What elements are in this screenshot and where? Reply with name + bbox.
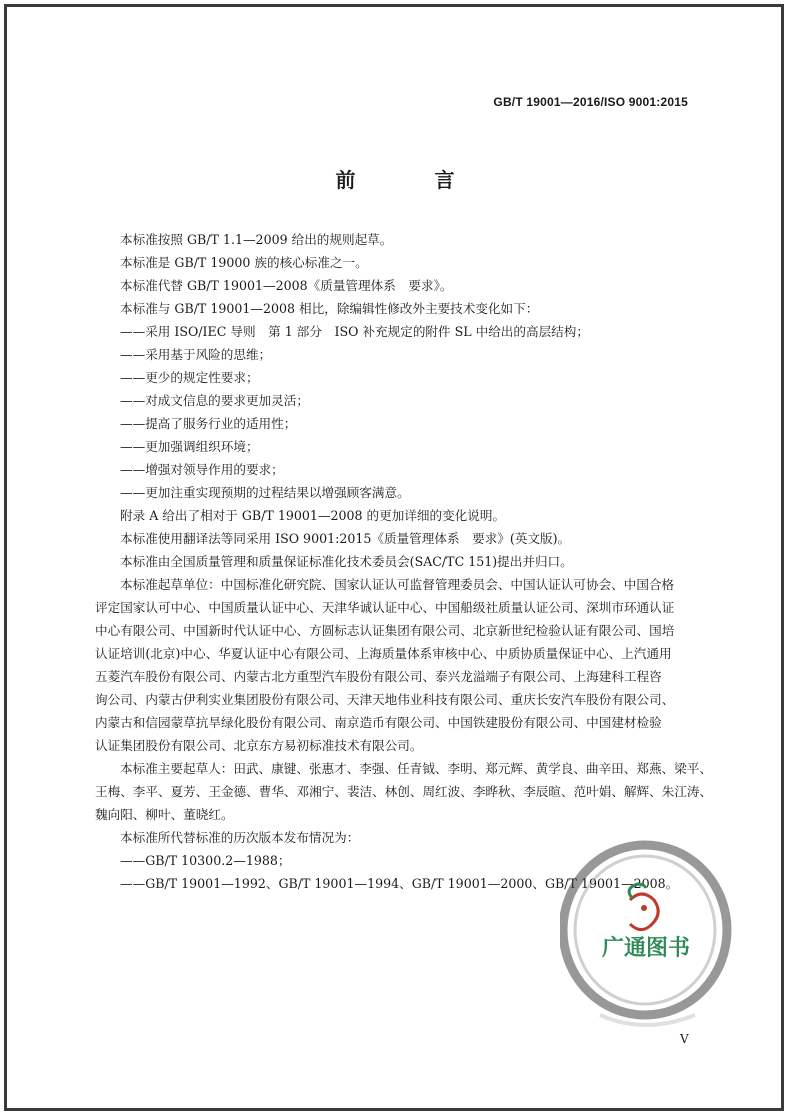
publisher-seal: [560, 840, 740, 1040]
page-title: 前 言: [335, 168, 491, 192]
paragraph: 本标准是 GB/T 19000 族的核心标准之一。: [120, 255, 368, 270]
seal-text: 广通图书: [601, 935, 691, 961]
body-text: [95, 228, 713, 895]
change-item: ——采用 ISO/IEC 导则 第 1 部分 ISO 补充规定的附件 SL 中给出的高层结构；: [120, 324, 589, 339]
text-line: 认证培训(北京)中心、华夏认证中心有限公司、上海质量体系审核中心、中质协质量保证中心、上汽通用: [95, 646, 672, 661]
change-item: ——采用基于风险的思维；: [120, 347, 272, 362]
text-line: 五菱汽车股份有限公司、内蒙古北方重型汽车股份有限公司、泰兴龙溢端子有限公司、上海建科工程咨: [95, 669, 662, 684]
change-item: ——更加强调组织环境；: [120, 439, 259, 454]
paragraph: 附录 A 给出了相对于 GB/T 19001—2008 的更加详细的变化说明。: [120, 508, 506, 523]
text-line: 内蒙古和信园蒙草抗旱绿化股份有限公司、南京造币有限公司、中国铁建股份有限公司、中国建材检验: [95, 715, 662, 730]
text-line: 询公司、内蒙古伊利实业集团股份有限公司、天津天地伟业科技有限公司、重庆长安汽车股份有限公司、: [95, 692, 675, 707]
change-item: ——提高了服务行业的适用性；: [120, 416, 297, 431]
text-line: 魏向阳、柳叶、董晓红。: [95, 807, 234, 822]
paragraph: 本标准由全国质量管理和质量保证标准化技术委员会(SAC/TC 151)提出并归口。: [120, 554, 573, 569]
seal-logo-icon: [629, 884, 658, 930]
paragraph: 本标准使用翻译法等同采用 ISO 9001:2015《质量管理体系 要求》(英文版)。: [120, 531, 571, 546]
text-line: 王梅、李平、夏芳、王金德、曹华、邓湘宁、裴洁、林创、周红波、李晔秋、李辰暄、范叶娟、解辉、朱江涛、: [95, 784, 713, 799]
text-line: 中心有限公司、中国新时代认证中心、方圆标志认证集团有限公司、北京新世纪检验认证有限公司、国培: [95, 623, 675, 638]
standard-code: GB/T 19001—2016/ISO 9001:2015: [493, 95, 688, 109]
change-item: ——对成文信息的要求更加灵活；: [120, 393, 309, 408]
history-item: ——GB/T 19001—1992、GB/T 19001—1994、GB/T 19001—2000、GB/T 19001—2008。: [120, 876, 679, 891]
page-number: V: [680, 1032, 689, 1046]
paragraph: 本标准与 GB/T 19001—2008 相比，除编辑性修改外主要技术变化如下：: [120, 301, 539, 316]
history-item: ——GB/T 10300.2—1988；: [120, 853, 291, 868]
paragraph: 本标准代替 GB/T 19001—2008《质量管理体系 要求》。: [120, 278, 453, 293]
change-item: ——增强对领导作用的要求；: [120, 462, 284, 477]
text-line: 认证集团股份有限公司、北京东方易初标准技术有限公司。: [95, 738, 423, 753]
drafting-units: [95, 573, 700, 757]
text-line: 本标准起草单位：中国标准化研究院、国家认证认可监督管理委员会、中国认证认可协会、中国合格: [120, 577, 675, 592]
change-item: ——更加注重实现预期的过程结果以增强顾客满意。: [120, 485, 410, 500]
paragraph: 本标准按照 GB/T 1.1—2009 给出的规则起草。: [120, 232, 393, 247]
paragraph: 本标准所代替标准的历次版本发布情况为：: [120, 830, 360, 845]
text-line: 本标准主要起草人：田武、康键、张惠才、李强、任青钺、李明、郑元辉、黄学良、曲辛田、郑燕、梁平、: [120, 761, 712, 776]
drafters: [95, 757, 713, 826]
text-line: 评定国家认可中心、中国质量认证中心、天津华诚认证中心、中国船级社质量认证公司、深圳市环通认证: [95, 600, 675, 615]
change-item: ——更少的规定性要求；: [120, 370, 259, 385]
